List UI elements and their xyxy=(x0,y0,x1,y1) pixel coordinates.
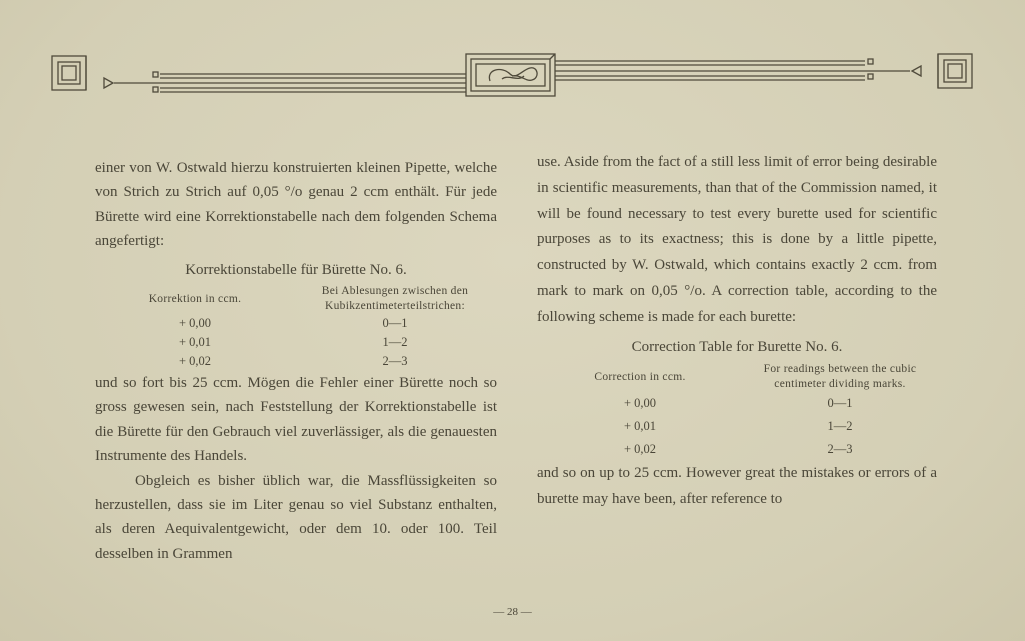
table-cell-correction: + 0,00 xyxy=(623,396,657,411)
table-cell-correction: + 0,02 xyxy=(623,442,657,457)
table-cell-reading: 1—2 xyxy=(382,335,408,350)
table-cell-reading: 2—3 xyxy=(382,354,408,369)
ornamental-header-border xyxy=(50,52,976,102)
german-paragraph-2: und so fort bis 25 ccm. Mögen die Fehler einer Bürette noch so gross gewesen sein, nach Feststellung der Korrektionstabelle ist die Bürette für den Gebrauch viel zuverlässiger, als die genauesten Instrumente des Handels. xyxy=(95,375,497,465)
english-text-column xyxy=(537,150,937,513)
table-cell-correction: + 0,01 xyxy=(178,335,212,350)
table-cell-reading: 0—1 xyxy=(382,316,408,331)
english-correction-table xyxy=(537,362,937,461)
english-paragraph-2: and so on up to 25 ccm. However great the mistakes or errors of a burette may have been, after reference to xyxy=(537,465,937,508)
german-paragraph-3: Obgleich es bisher üblich war, die Massflüssigkeiten so herzustellen, dass sie im Liter genau so viel Substanz enthalten, als deren Aequivalentgewicht, oder dem 10. oder 100. Teil desselben in Grammen xyxy=(95,472,497,562)
german-table-header-readings: Bei Ablesungen zwischen den Kubikzentimeterteilstrichen: xyxy=(321,285,469,313)
table-cell-correction: + 0,02 xyxy=(178,354,212,369)
german-correction-table xyxy=(95,284,497,371)
english-table-header-readings: For readings between the cubic centimeter dividing marks. xyxy=(763,363,917,391)
english-table-header-correction: Correction in ccm. xyxy=(594,370,686,383)
german-text-column xyxy=(95,156,497,566)
german-paragraph-1: einer von W. Ostwald hierzu konstruierten kleinen Pipette, welche von Strich zu Strich auf 0,05 °/o genau 2 ccm enthält. Für jede Bürette wird eine Korrektionstabelle nach dem folgenden Schema angefertigt: xyxy=(95,160,497,250)
page-number: — 28 — xyxy=(493,606,532,618)
table-cell-reading: 1—2 xyxy=(827,419,853,434)
table-cell-reading: 2—3 xyxy=(827,442,853,457)
english-table-title: Correction Table for Burette No. 6. xyxy=(631,338,843,355)
english-paragraph-1: use. Aside from the fact of a still less limit of error being desirable in scientific measurements, than that of the Commission named, it will be found necessary to test every burette used for scientific purposes as to its exactness; this is done by a little pipette, constructed by W. Ostwald, which contains exactly 2 ccm. from mark to mark on 0,05 °/o. A correction table, according to the following scheme is made for each burette: xyxy=(537,154,937,325)
german-table-title: Korrektionstabelle für Bürette No. 6. xyxy=(185,261,407,278)
table-cell-correction: + 0,01 xyxy=(623,419,657,434)
table-cell-reading: 0—1 xyxy=(827,396,853,411)
german-table-header-correction: Korrektion in ccm. xyxy=(148,292,242,305)
table-cell-correction: + 0,00 xyxy=(178,316,212,331)
